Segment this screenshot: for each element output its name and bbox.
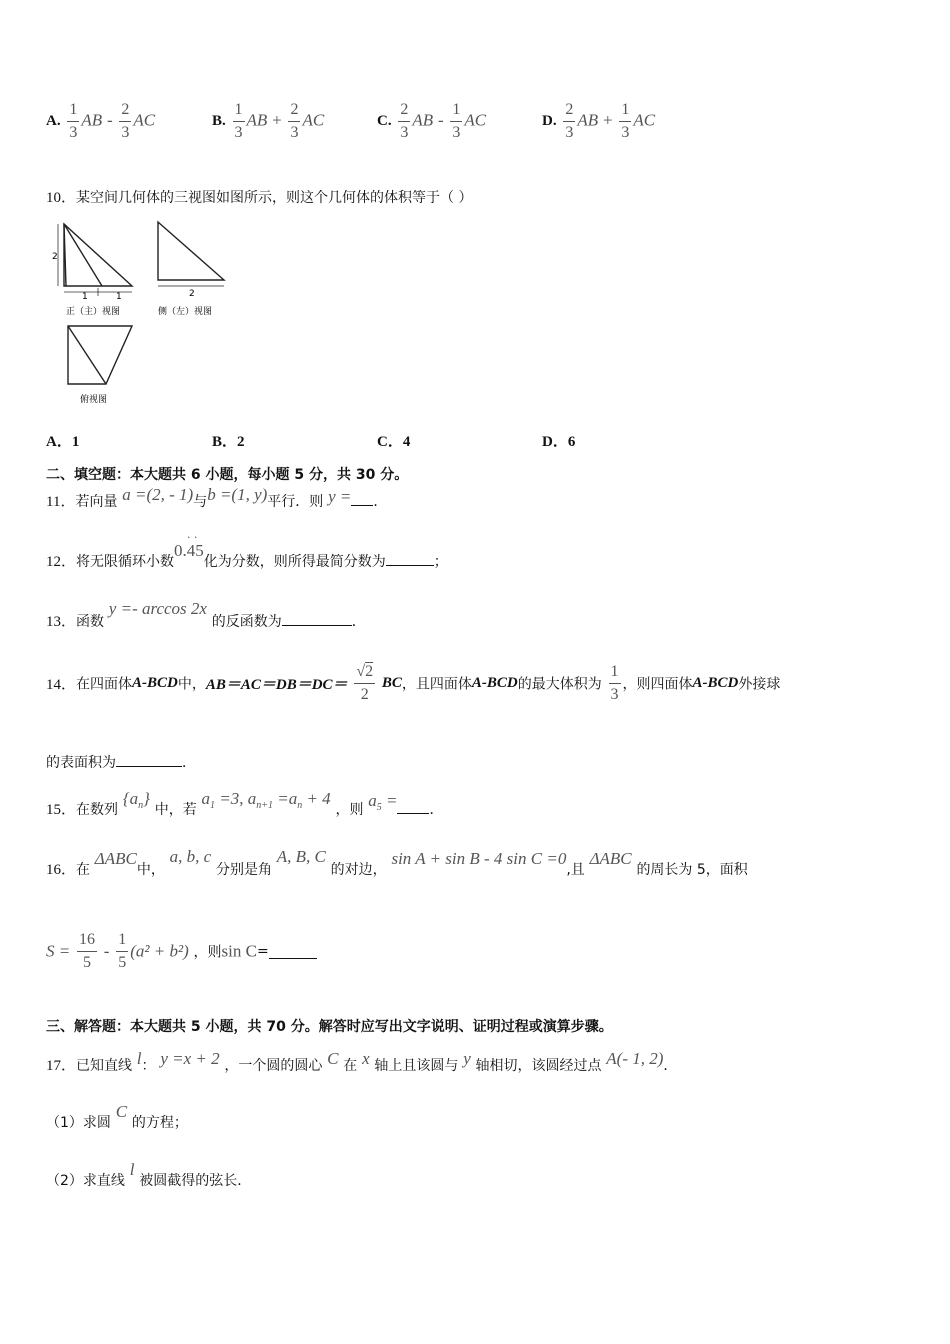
section-3-heading: 三、解答题：本大题共 5 小题，共 70 分。解答时应写出文字说明、证明过程或演算步骤。 [46,1019,613,1035]
side-view-label: 侧（左）视图 [158,307,213,317]
question-14-line2: 的表面积为 ． [46,752,196,772]
repeating-decimal: · · 0.45 [174,531,204,560]
answer-blank [282,611,352,626]
question-12: 12．将无限循环小数 · · 0.45化为分数，则所得最简分数为 ； [46,531,448,570]
question-text: 某空间几何体的三视图如图所示，则这个几何体的体积等于（ ） [76,190,473,206]
vector-ac: AC [464,110,487,130]
fraction-16-5: $\frac{16}{5}$ [79,931,96,971]
operator: - [437,110,444,130]
q10-option-a: A．1 [46,434,80,450]
vector-ab: AB [577,110,599,130]
function-expression: y =- arccos 2x [108,599,207,618]
answer-blank [397,799,429,814]
sequence-a-n: $\{a_n\}$ [122,789,150,811]
answer-blank [269,944,317,959]
answer-blank [116,752,182,767]
side-view [158,222,224,286]
q10-option-c: C．4 [377,434,411,450]
recurrence: $a_1 =3$, $a_{n+1} =a_n + 4$ [201,789,331,811]
fraction: $\frac{2}{3}$ [290,101,299,141]
sqrt2-over-2: $\frac{√2}{2}$ [356,663,374,703]
one-third: $\frac{1}{3}$ [610,663,619,703]
fraction: $\frac{2}{3}$ [565,101,574,141]
vector-b: b =(1, y) [207,485,268,504]
q10-option-d: D．6 [542,434,576,450]
fraction-1-5: $\frac{1}{5}$ [118,931,127,971]
vector-ab: AB [412,110,434,130]
question-number: 10． [46,190,77,206]
dim-height: 2 [52,252,58,262]
top-view [68,326,132,384]
operator: + [602,110,613,130]
q9-option-c [377,102,486,141]
question-17: 17．已知直线 l： y =x + 2 ，一个圆的圆心 C 在 x 轴上且该圆与 y 轴相切，该圆经过点 A(- 1, 2)． [46,1049,678,1074]
fraction: $\frac{2}{3}$ [121,101,130,141]
vector-ac: AC [633,110,656,130]
operator: - [106,110,113,130]
question-16: 16．在 ΔABC中， a, b, c 分别是角 A, B, C 的对边， sin A + sin B - 4 sin C =0,且 ΔABC 的周长为 5，面积 [46,847,748,878]
fraction: $\frac{1}{3}$ [234,101,243,141]
vector-ab: AB [81,110,103,130]
answer-blank [351,491,373,506]
fraction: $\frac{1}{3}$ [69,101,78,141]
option-letter: A. [46,113,61,129]
a-5: $a_5$ = [368,791,398,813]
vector-a: a =(2, - 1) [122,485,194,504]
option-letter: D. [542,113,557,129]
fraction: $\frac{1}{3}$ [621,101,630,141]
q10-option-b: B．2 [212,434,245,450]
q9-option-b [212,102,324,141]
vector-ab: AB [246,110,268,130]
question-10 [46,186,472,207]
dim-side-width: 2 [189,289,195,299]
option-letter: C. [377,113,392,129]
vector-ac: AC [302,110,325,130]
fraction: $\frac{1}{3}$ [452,101,461,141]
vector-ac: AC [133,110,156,130]
answer-blank [386,551,434,566]
q9-option-a [46,102,155,141]
question-15: 15．在数列 $\{a_n\}$ 中，若 $a_1 =3$, $a_{n+1} =a_n + 4$ ，则 $a_5$ = ． [46,789,444,818]
front-view-dimensions [58,224,132,296]
question-11: 11．若向量 a =(2, - 1)与b =(1, y)平行．则 y = ． [46,485,388,510]
question-17-part-2: （2）求直线 l 被圆截得的弦长． [46,1160,252,1189]
fraction: $\frac{2}{3}$ [400,101,409,141]
front-view [64,224,132,286]
front-view-label: 正（主）视图 [66,307,121,317]
question-14: 14．在四面体A-BCD中，AB＝AC＝DB＝DC＝ $\frac{√2}{2}$ BC，且四面体A-BCD的最大体积为 $\frac{1}{3}$ ，则四面体A-BCD外接球 [46,663,781,703]
dim-width-2: 1 [116,292,122,302]
question-16-line2: S = $\frac{16}{5}$ - $\frac{1}{5}$ (a² + b²) ，则sin C= [46,932,317,971]
question-17-part-1: （1）求圆 C 的方程； [46,1102,188,1131]
operator: + [272,110,282,130]
q9-option-d [542,102,655,141]
three-view-figure [46,214,246,410]
option-letter: B. [212,113,226,129]
top-view-label: 俯视图 [80,395,108,405]
question-13: 13．函数 y =- arccos 2x 的反函数为 ． [46,599,366,630]
dim-width-1: 1 [82,292,88,302]
section-2-heading: 二、填空题：本大题共 6 小题，每小题 5 分，共 30 分。 [46,467,409,483]
